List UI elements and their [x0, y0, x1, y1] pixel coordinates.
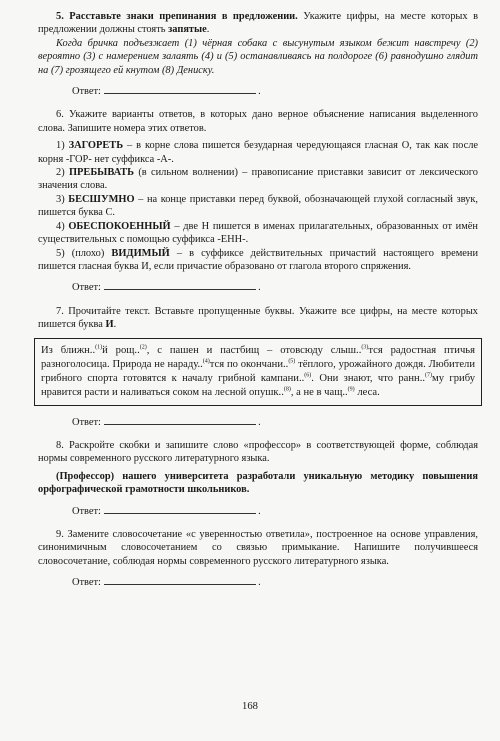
task-7	[38, 305, 478, 429]
answer-line[interactable]	[104, 503, 256, 514]
answer-label: Ответ:	[72, 416, 101, 428]
answer-line[interactable]	[104, 83, 256, 94]
passage-text: тёплого, урожайного дождя. Любители грибного спорта готовятся к началу грибной кампани..	[41, 358, 476, 384]
task-5-number: 5.	[56, 11, 64, 22]
answer-label: Ответ:	[72, 86, 101, 98]
task-7-text-end: .	[113, 319, 117, 331]
option-prefix: 4)	[56, 220, 69, 232]
task-7-passage-box	[34, 338, 482, 406]
task-5-rest-bold: запятые	[168, 24, 207, 36]
task-5-instruction	[38, 10, 478, 37]
task-8-instruction: 8. Раскройте скобки и запишите слово «профессор» в соответствующей форме, соблюдая нормы современного русского литературного языка.	[38, 439, 478, 465]
task-5-title: Расставьте знаки препинания в предложении.	[69, 11, 298, 22]
gap-marker: (1)	[95, 344, 103, 350]
gap-marker: (6)	[304, 372, 312, 378]
gap-marker: (3)	[361, 344, 369, 350]
option-word: ЗАГОРЕТЬ	[68, 140, 124, 152]
task-6-option-2	[38, 166, 478, 193]
task-9-answer: Ответ: .	[38, 574, 478, 589]
option-prefix: 3)	[56, 193, 69, 205]
task-5-rest-end: .	[206, 24, 210, 36]
option-word: БЕСШУМНО	[68, 193, 135, 205]
task-7-text: 7. Прочитайте текст. Вставьте пропущенные буквы. Укажите все цифры, на месте которых пишется буква	[38, 305, 478, 331]
task-5-sentence: Когда бричка подъезжает (1) чёрная собака с высунутым языком бежит навстречу (2) вероятно (3) с намерением залаять (4) и (5) останавливаясь на полдороге (6) равнодушно глядит на (7) грозящего ей кнутом (8) Дениску.	[38, 37, 478, 76]
task-8	[38, 439, 478, 518]
option-word: ПРЕБЫВАТЬ	[68, 167, 135, 179]
passage-text: . Они знают, что ранн..	[311, 372, 426, 384]
task-5-rest: Укажите цифры, на месте которых в предложении должны стоять	[38, 11, 478, 36]
gap-marker: (7)	[425, 372, 433, 378]
task-8-answer: Ответ: .	[38, 503, 478, 518]
task-7-answer: Ответ: .	[38, 414, 478, 429]
option-text: – на конце приставки перед буквой, обозначающей глухой согласный звук, пишется буква С.	[38, 193, 478, 219]
passage-text: тся по окончани..	[209, 358, 289, 370]
task-6-option-3	[38, 193, 478, 220]
passage-text: му грибу нравится расти и наливаться соком на лесной опушк..	[41, 372, 476, 398]
option-text: – в суффиксе действительных причастий настоящего времени пишется гласная буква И, если причастие образовано от глагола второго спряжения.	[38, 247, 478, 272]
answer-line[interactable]	[104, 279, 256, 290]
task-6-instruction: 6. Укажите варианты ответов, в которых дано верное объяснение написания выделенного слова. Запишите номера этих ответов.	[38, 109, 478, 134]
gap-marker: (9)	[347, 386, 355, 392]
task-6-option-5	[38, 247, 478, 274]
option-word: ВИДИМЫЙ	[111, 247, 170, 259]
option-text: – в корне слова пишется безударная чередующаяся гласная О, так как после корня -ГОР- нет суффикса -А-.	[38, 140, 478, 165]
passage-text: й рощ..	[102, 344, 140, 356]
option-text: (в сильном волнении) – правописание приставки зависит от лексического значения слова.	[38, 167, 479, 192]
task-6	[38, 108, 478, 294]
task-9-instruction: 9. Замените словосочетание «с уверенностью ответила», построенное на основе управления, синонимичным словосочетанием со связью примыкание. Напишите получившееся словосочетание, соблюдая нормы современного русского литературного языка.	[38, 528, 478, 567]
answer-line[interactable]	[104, 414, 256, 425]
passage-text: Из ближн..	[41, 344, 96, 356]
answer-line[interactable]	[104, 574, 256, 585]
task-6-option-1	[38, 139, 478, 166]
passage-text: , а не в чащ..	[290, 386, 348, 398]
answer-label: Ответ:	[72, 505, 101, 517]
content	[38, 10, 478, 600]
answer-label: Ответ:	[72, 577, 101, 589]
passage-text: леса.	[354, 386, 380, 398]
task-7-instruction	[38, 305, 478, 332]
option-text: – две Н пишется в именах прилагательных, образованных от имён существительных с помощью суффикса -ЕНН-.	[38, 220, 478, 246]
task-8-sentence: (Профессор) нашего университета разработали уникальную методику повышения орфографической грамотности школьников.	[38, 470, 478, 496]
task-6-option-4	[38, 220, 478, 247]
page-number: 168	[242, 701, 258, 712]
option-prefix: 2)	[56, 167, 69, 179]
gap-marker: (5)	[288, 358, 296, 364]
task-5	[38, 10, 478, 98]
task-7-text-bold: И	[105, 319, 114, 331]
gap-marker: (8)	[283, 386, 291, 392]
passage-text: , с пашен и пастбищ – отовсюду слыш..	[146, 344, 362, 356]
option-prefix: 1)	[56, 140, 69, 152]
gap-marker: (2)	[139, 344, 147, 350]
task-5-answer: Ответ: .	[38, 83, 478, 98]
passage-text: тся радостная птичья разноголосица. Природа не нараду..	[41, 344, 476, 370]
task-9	[38, 528, 478, 590]
option-prefix: 5) (плохо)	[56, 247, 112, 259]
option-word: ОБЕСПОКОЕННЫЙ	[68, 220, 171, 232]
answer-label: Ответ:	[72, 282, 101, 294]
gap-marker: (4)	[202, 358, 210, 364]
task-6-answer: Ответ: .	[38, 279, 478, 294]
